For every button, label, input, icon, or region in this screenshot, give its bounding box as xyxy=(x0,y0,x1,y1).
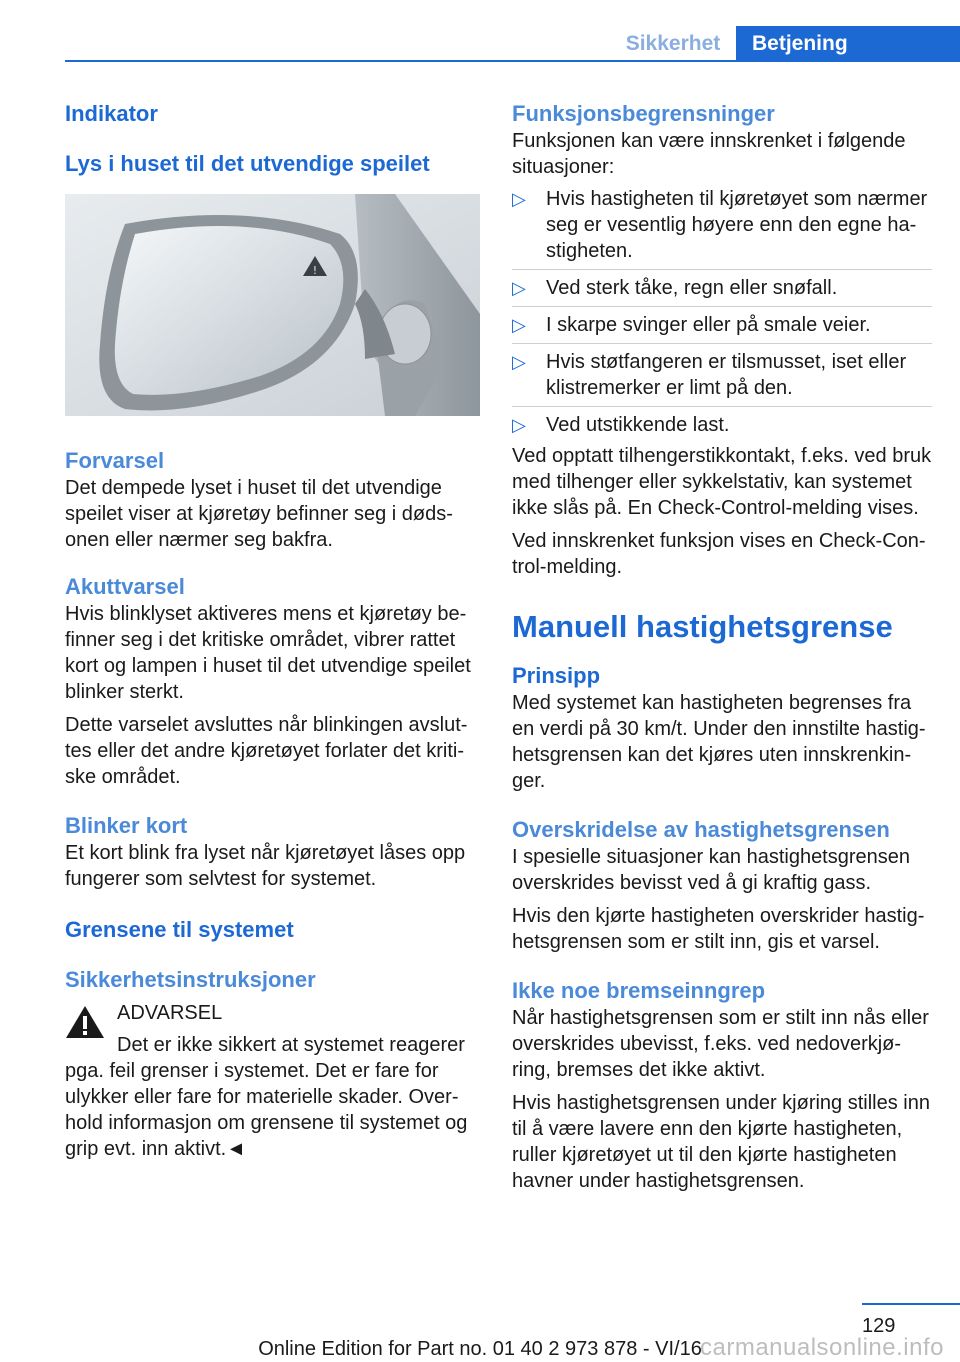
text-funk-p3: Ved innskrenket funksjon vises en Check-Control-melding. xyxy=(512,530,926,578)
heading-manuell-hastighetsgrense: Manuell hastighetsgrense xyxy=(512,609,893,644)
text-ikke-1: Når hastighetsgrensen som er stilt inn nås eller overskrides ubevisst, f.eks. ved nedoverkjøring, bremses det ikke aktivt. xyxy=(512,1007,929,1081)
heading-akuttvarsel: Akuttvarsel xyxy=(65,574,185,599)
heading-lys: Lys i huset til det utvendige speilet xyxy=(65,151,430,176)
triangle-bullet-icon: ▷ xyxy=(512,189,526,209)
text-overskridelse-1: I spesielle situasjoner kan hastighetsgrensen overskrides bevisst ved å gi kraftig gass. xyxy=(512,846,911,894)
triangle-bullet-icon: ▷ xyxy=(512,278,526,298)
heading-ikke-bremseinngrep: Ikke noe bremseinngrep xyxy=(512,978,766,1003)
list-item: ▷ I skarpe svinger eller på smale veier. xyxy=(512,306,932,338)
heading-grensene: Grensene til systemet xyxy=(65,917,294,942)
triangle-bullet-icon: ▷ xyxy=(512,415,526,435)
list-item: ▷ Hvis hastigheten til kjøretøyet som nærmer seg er vesentlig høyere enn den egne hastigheten. xyxy=(512,188,928,262)
header-rule xyxy=(65,60,960,62)
heading-funksjonsbegrensninger: Funksjonsbegrensninger xyxy=(512,101,775,126)
text-funk-intro: Funksjonen kan være innskrenket i følgende situasjoner: xyxy=(512,130,906,178)
edition-footer: Online Edition for Part no. 01 40 2 973 878 - VI/16 xyxy=(258,1338,702,1360)
right-column xyxy=(512,100,932,1194)
watermark: carmanualsonline.info xyxy=(700,1334,944,1361)
text-overskridelse-2: Hvis den kjørte hastigheten overskrider hastighetsgrensen som er stilt inn, gis et varsel. xyxy=(512,905,925,953)
tab-betjening[interactable]: Betjening xyxy=(736,26,960,62)
text-ikke-2: Hvis hastighetsgrensen under kjøring stilles inn til å være lavere enn den kjørte hastigheten, ruller kjøretøyet ut til den kjørte hastigheten havner under hastighetsgrensen. xyxy=(512,1092,930,1192)
heading-blinker-kort: Blinker kort xyxy=(65,813,188,838)
text-forvarsel: Det dempede lyset i huset til det utvendige speilet viser at kjøretøy befinner seg i dødsonen eller nærmer seg bakfra. xyxy=(65,477,453,551)
list-item: ▷ Hvis støtfangeren er tilsmusset, iset eller klistremerker er limt på den. xyxy=(512,343,932,401)
heading-forvarsel: Forvarsel xyxy=(65,448,165,473)
text-funk-p2: Ved opptatt tilhengerstikkontakt, f.eks. ved bruk med tilhenger eller sykkelstativ, kan systemet ikke slås på. En Check-Control-melding vises. xyxy=(512,445,932,519)
text-prinsipp: Med systemet kan hastigheten begrenses fra en verdi på 30 km/t. Under den innstilte hastighetsgrensen kan det kjøres uten innskrenkinger. xyxy=(512,692,926,792)
triangle-bullet-icon: ▷ xyxy=(512,352,526,372)
warning-text: Det er ikke sikkert at systemet reagerer pga. feil grenser i systemet. Det er fare for ulykker eller fare for materielle skader. Overhold informasjon om grensene til systemet og grip evt. inn aktivt.◄ xyxy=(65,1034,468,1160)
warning-label: ADVARSEL xyxy=(117,1002,223,1024)
triangle-bullet-icon: ▷ xyxy=(512,315,526,335)
svg-text:!: ! xyxy=(312,264,318,277)
list-item: ▷ Ved utstikkende last. xyxy=(512,406,932,438)
limitations-list xyxy=(512,186,932,438)
text-blinker-kort: Et kort blink fra lyset når kjøretøyet låses opp fungerer som selvtest for systemet. xyxy=(65,842,466,890)
heading-overskridelse: Overskridelse av hastighetsgrensen xyxy=(512,817,890,842)
heading-indikator: Indikator xyxy=(65,101,158,126)
heading-prinsipp: Prinsipp xyxy=(512,663,601,688)
tab-sikkerhet[interactable]: Sikkerhet xyxy=(625,32,721,55)
text-akuttvarsel-1: Hvis blinklyset aktiveres mens et kjøretøy befinner seg i det kritiske området, vibrer rattet kort og lampen i huset til det utvendige speilet blinker sterkt. xyxy=(65,603,471,703)
warning-block xyxy=(65,1000,480,1026)
heading-sikkerhetsinstruksjoner: Sikkerhetsinstruksjoner xyxy=(65,967,316,992)
list-item: ▷ Ved sterk tåke, regn eller snøfall. xyxy=(512,269,932,301)
page-number: 129 xyxy=(862,1315,896,1337)
text-akuttvarsel-2: Dette varselet avsluttes når blinkingen avsluttes eller det andre kjøretøyet forlater det kritiske området. xyxy=(65,714,468,788)
left-column xyxy=(65,100,480,1162)
warning-triangle-icon xyxy=(65,1004,105,1040)
page-number-rule xyxy=(862,1303,960,1305)
mirror-figure xyxy=(65,194,480,416)
